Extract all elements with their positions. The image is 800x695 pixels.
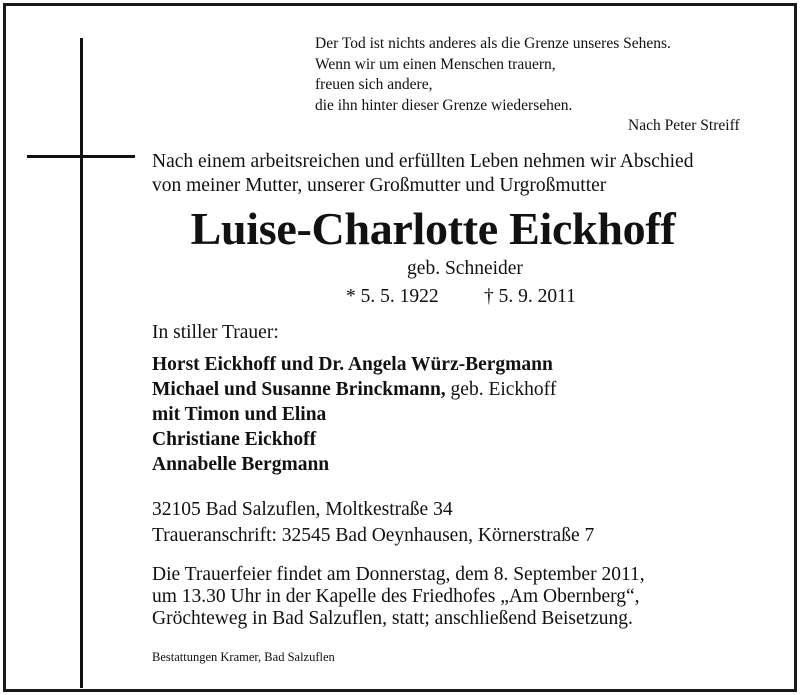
ceremony-line: Gröchteweg in Bad Salzuflen, statt; anschließend Beisetzung. [152, 608, 633, 629]
mourners-list [152, 352, 556, 477]
poem-line: die ihn hinter dieser Grenze wiedersehen. [315, 96, 573, 114]
ceremony-line: um 13.30 Uhr in der Kapelle des Friedhofes „Am Obernberg“, [152, 586, 640, 607]
mourner-line: mit Timon und Elina [152, 404, 327, 425]
home-address: 32105 Bad Salzuflen, Moltkestraße 34 [152, 499, 453, 520]
intro-line: von meiner Mutter, unserer Großmutter und Urgroßmutter [152, 175, 607, 196]
mourner-line [152, 377, 556, 402]
mourning-address: Traueranschrift: 32545 Bad Oeynhausen, Körnerstraße 7 [152, 525, 595, 546]
mourner-line: Horst Eickhoff und Dr. Angela Würz-Bergmann [152, 354, 553, 375]
poem-line: Wenn wir um einen Menschen trauern, [315, 55, 556, 73]
mourners-label: In stiller Trauer: [152, 322, 279, 343]
poem-line: freuen sich andere, [315, 76, 433, 93]
poem-quote [315, 34, 671, 116]
mourner-born-name: geb. Eickhoff [445, 379, 557, 400]
mourner-names: Michael und Susanne Brinckmann, [152, 379, 446, 400]
ceremony-info [152, 564, 645, 630]
born-name: geb. Schneider [407, 258, 523, 279]
poem-line: Der Tod ist nichts anderes als die Grenze unseres Sehens. [315, 35, 671, 52]
cross-horizontal-bar [27, 155, 135, 158]
cross-vertical-bar [80, 38, 83, 688]
intro-line: Nach einem arbeitsreichen und erfüllten Leben nehmen wir Abschied [152, 151, 694, 172]
birth-date: * 5. 5. 1922 [346, 286, 439, 307]
deceased-name: Luise-Charlotte Eickhoff [190, 203, 676, 254]
address-block [152, 497, 594, 549]
intro-text [152, 150, 693, 198]
ceremony-line: Die Trauerfeier findet am Donnerstag, dem 8. September 2011, [152, 564, 645, 585]
undertaker-credit: Bestattungen Kramer, Bad Salzuflen [152, 650, 335, 664]
mourner-line: Christiane Eickhoff [152, 429, 317, 450]
mourner-line: Annabelle Bergmann [152, 454, 330, 475]
poem-author: Nach Peter Streiff [628, 117, 740, 134]
death-date: † 5. 9. 2011 [484, 286, 576, 307]
